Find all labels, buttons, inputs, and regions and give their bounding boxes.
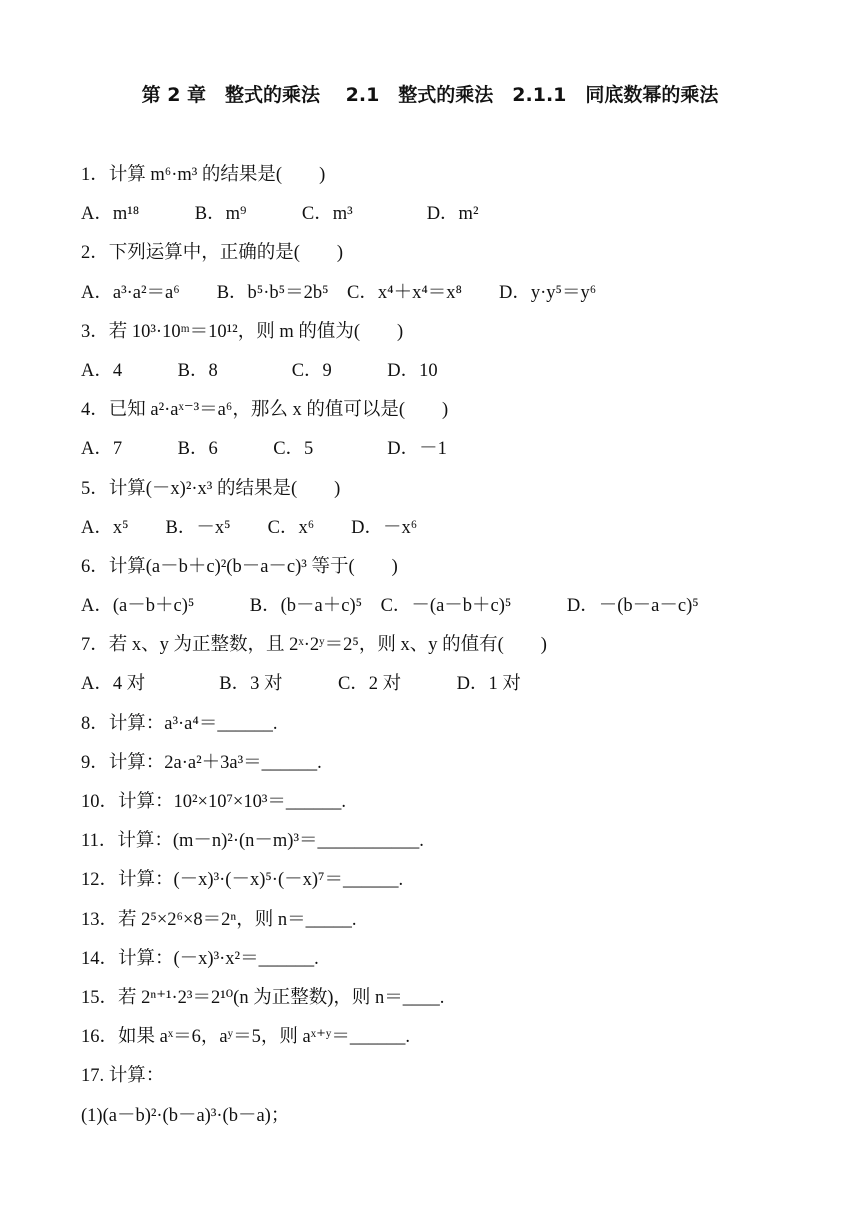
question-6-options-text: A．(a－b＋c)⁵ B．(b－a＋c)⁵ C．－(a－b＋c)⁵ D．－(b－a－c)⁵	[81, 596, 699, 617]
question-3-options	[81, 356, 841, 395]
question-12	[81, 865, 841, 904]
question-15	[81, 983, 841, 1022]
question-1-options	[81, 199, 841, 238]
question-3-options-text: A．4 B．8 C．9 D．10	[81, 360, 438, 381]
question-3-text: 3．若 10³·10ᵐ＝10¹²，则 m 的值为( )	[81, 321, 404, 342]
question-15-text: 15．若 2ⁿ⁺¹·2³＝2¹⁰(n 为正整数)，则 n＝____.	[81, 987, 445, 1008]
question-list	[81, 160, 841, 1140]
question-6-text: 6．计算(a－b＋c)²(b－a－c)³ 等于( )	[81, 556, 398, 577]
question-7-options-text: A．4 对 B．3 对 C．2 对 D．1 对	[81, 674, 521, 695]
question-17-part-1-text: (1)(a－b)²·(b－a)³·(b－a)；	[81, 1105, 290, 1126]
question-11-text: 11．计算：(m－n)²·(n－m)³＝___________.	[81, 831, 424, 852]
question-5-options	[81, 513, 841, 552]
question-10-text: 10．计算：10²×10⁷×10³＝______.	[81, 792, 347, 812]
question-11	[81, 826, 841, 865]
question-12-text: 12．计算：(－x)³·(－x)⁵·(－x)⁷＝______.	[81, 870, 404, 891]
question-14	[81, 944, 841, 983]
question-17	[81, 1061, 841, 1100]
question-2-options-text: A．a³·a²＝a⁶ B．b⁵·b⁵＝2b⁵ C．x⁴＋x⁴＝x⁸ D．y·y⁵＝y⁶	[81, 282, 597, 303]
page-title: 第 2 章 整式的乘法 2.1 整式的乘法 2.1.1 同底数幂的乘法	[141, 84, 719, 106]
question-4-options	[81, 434, 841, 473]
question-10	[81, 787, 841, 826]
question-5-text: 5．计算(－x)²·x³ 的结果是( )	[81, 478, 341, 499]
question-7-text: 7．若 x、y 为正整数，且 2ˣ·2ʸ＝2⁵，则 x、y 的值有( )	[81, 635, 547, 656]
question-7	[81, 630, 841, 669]
question-2	[81, 238, 841, 277]
question-16-text: 16．如果 aˣ＝6，aʸ＝5，则 aˣ⁺ʸ＝______.	[81, 1027, 410, 1048]
question-9	[81, 748, 841, 787]
question-8	[81, 709, 841, 748]
question-4	[81, 395, 841, 434]
question-6	[81, 552, 841, 591]
question-9-text: 9．计算：2a·a²＋3a³＝______.	[81, 752, 322, 773]
question-4-text: 4．已知 a²·aˣ⁻³＝a⁶，那么 x 的值可以是( )	[81, 400, 449, 421]
question-17-part-1	[81, 1101, 841, 1140]
question-1	[81, 160, 841, 199]
question-3	[81, 317, 841, 356]
question-7-options	[81, 669, 841, 708]
question-4-options-text: A．7 B．6 C．5 D．－1	[81, 439, 447, 460]
question-17-text: 17. 计算：	[81, 1066, 165, 1087]
question-16	[81, 1022, 841, 1061]
question-13-text: 13．若 2⁵×2⁶×8＝2ⁿ，则 n＝_____.	[81, 909, 357, 930]
question-5-options-text: A．x⁵ B．－x⁵ C．x⁶ D．－x⁶	[81, 517, 418, 538]
question-2-options	[81, 278, 841, 317]
question-6-options	[81, 591, 841, 630]
question-5	[81, 474, 841, 513]
question-8-text: 8．计算：a³·a⁴＝______.	[81, 713, 278, 734]
question-14-text: 14．计算：(－x)³·x²＝______.	[81, 948, 319, 969]
question-1-options-text: A．m¹⁸ B．m⁹ C．m³ D．m²	[81, 204, 479, 225]
question-2-text: 2．下列运算中，正确的是( )	[81, 243, 344, 264]
question-1-text: 1．计算 m⁶·m³ 的结果是( )	[81, 165, 326, 185]
question-13	[81, 905, 841, 944]
